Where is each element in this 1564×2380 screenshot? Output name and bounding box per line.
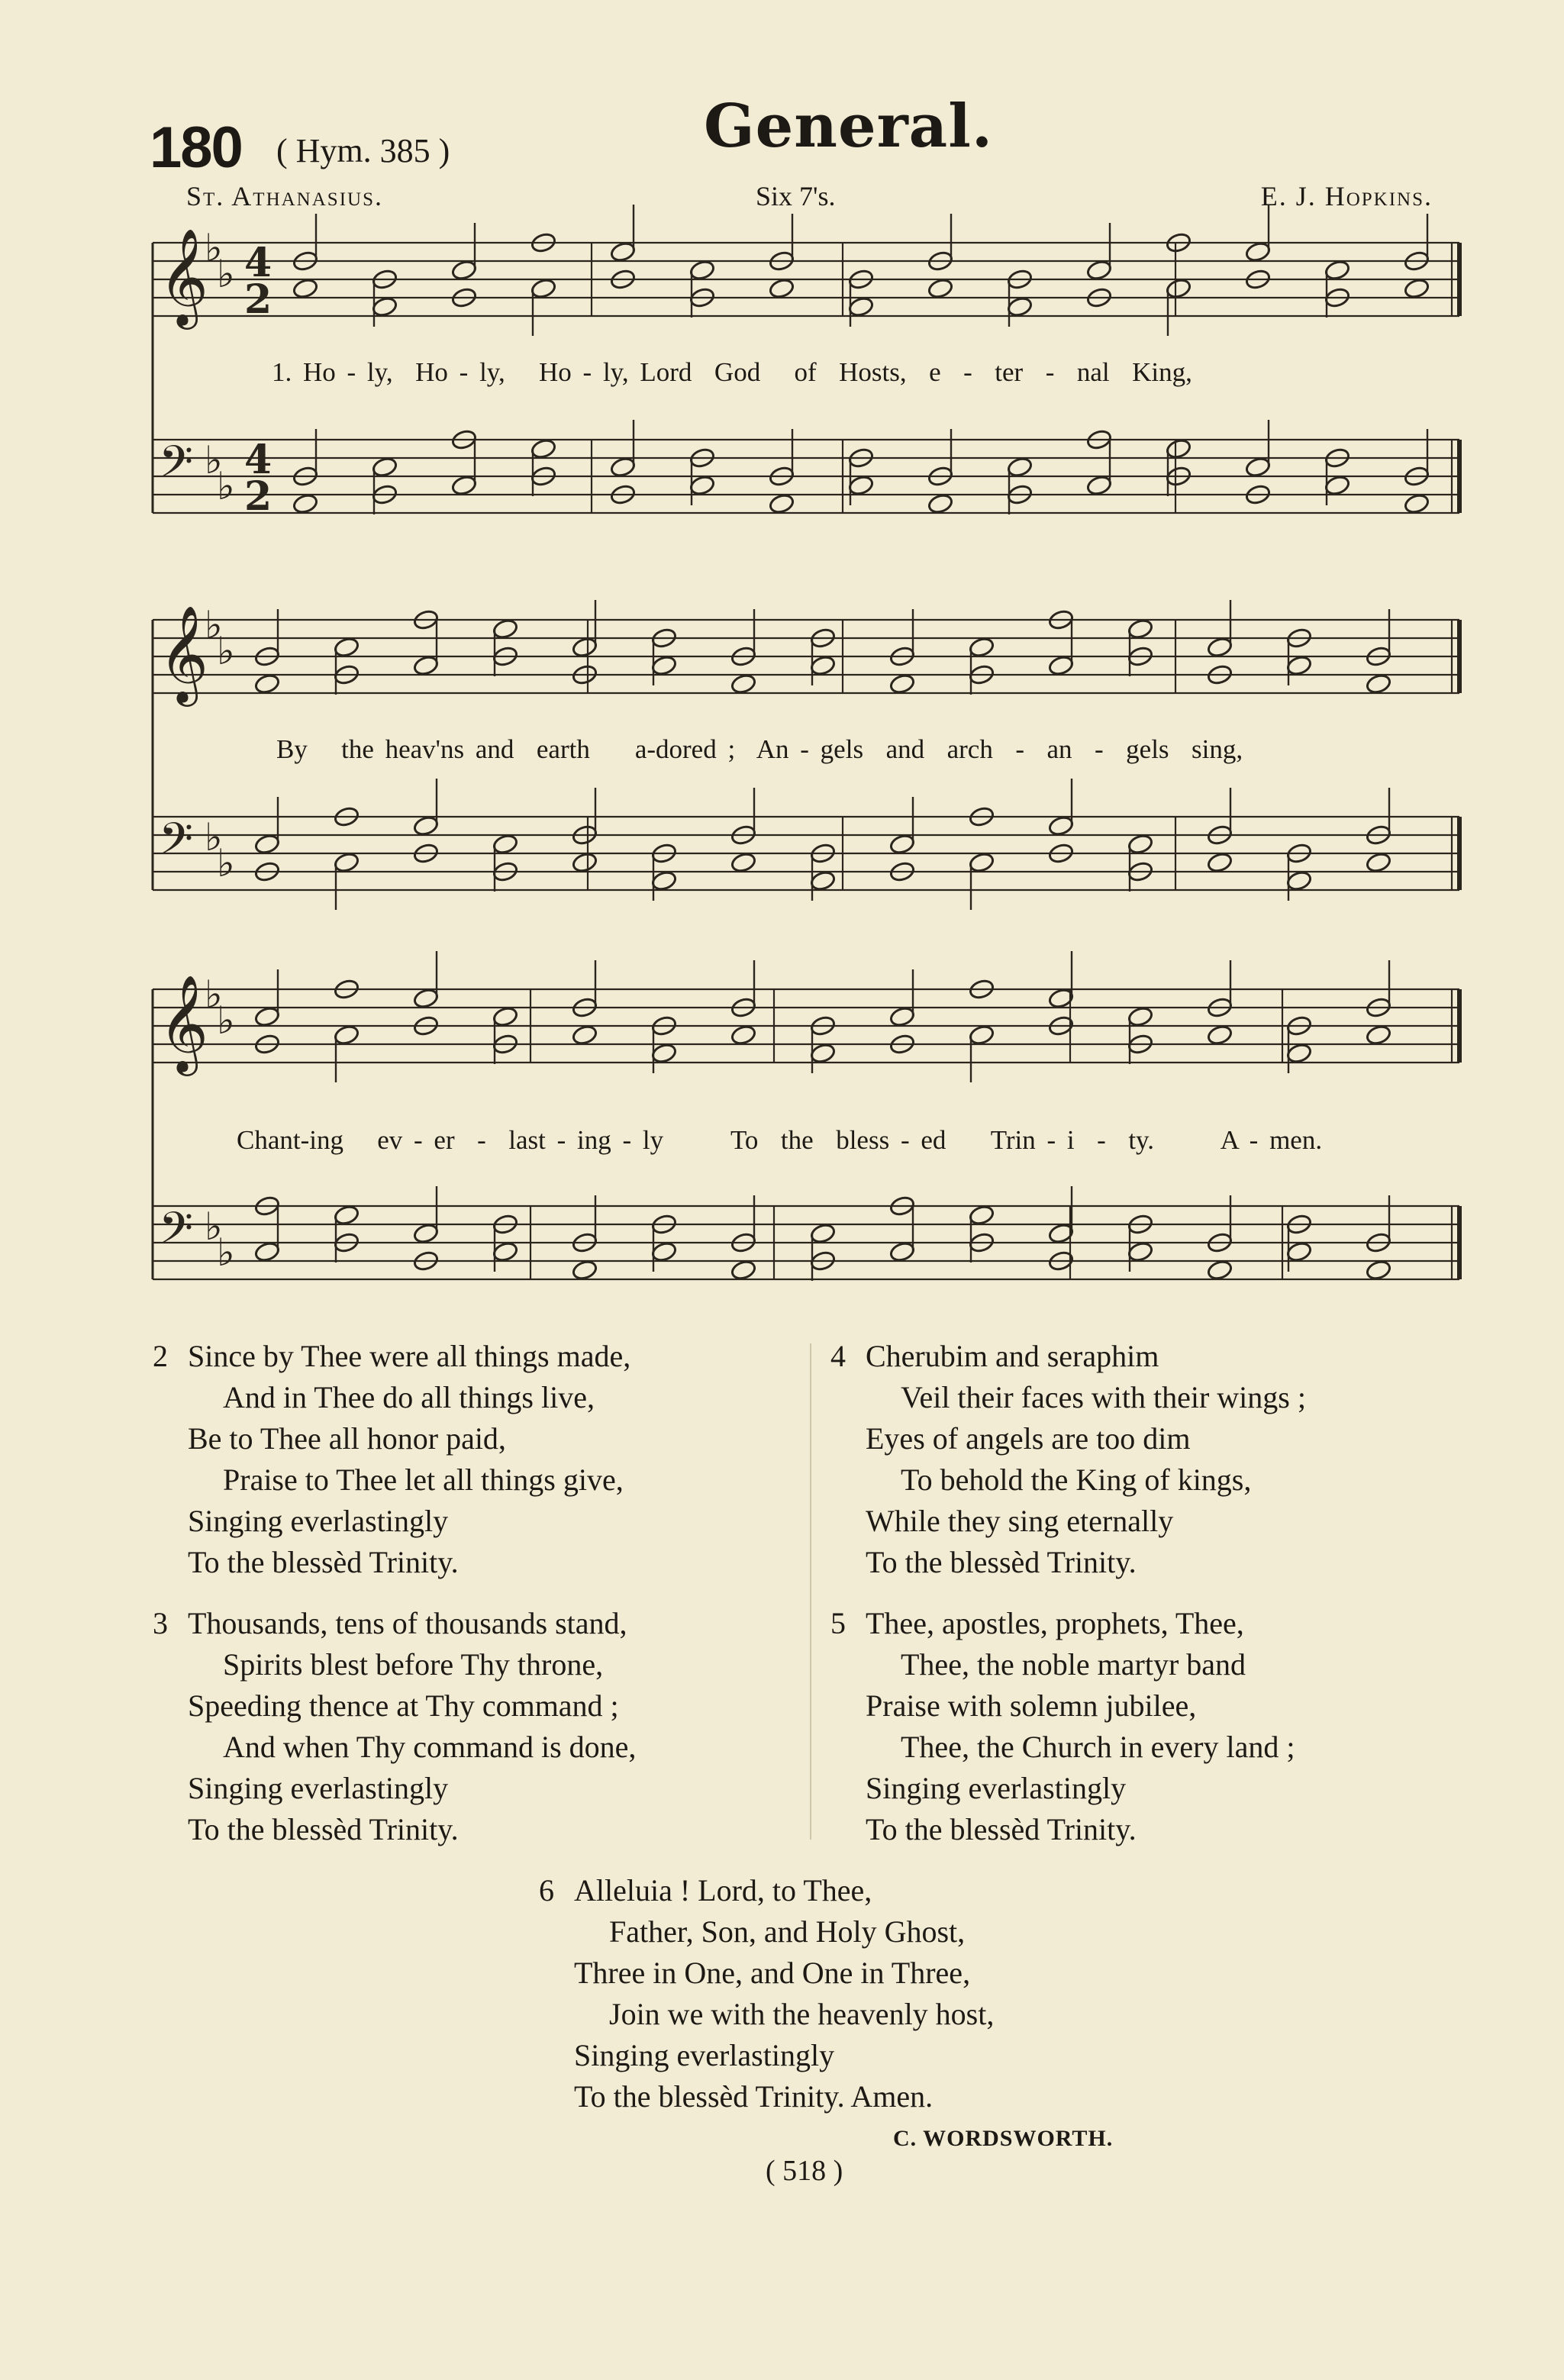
verse-line: Thousands, tens of thousands stand, — [188, 1606, 627, 1640]
verse-line: To the blessèd Trinity. — [188, 1545, 459, 1579]
note-head — [1206, 851, 1233, 873]
flat-icon: ♭ — [217, 998, 235, 1043]
note-head — [688, 259, 715, 281]
note-head — [847, 295, 874, 318]
verse-line: Alleluia ! Lord, to Thee, — [574, 1873, 872, 1908]
verse-line: Singing everlastingly — [188, 1771, 449, 1805]
note-head — [571, 1024, 598, 1046]
flat-icon: ♭ — [217, 1230, 235, 1275]
note-head — [650, 869, 677, 892]
note-head — [1127, 618, 1153, 640]
note-head — [1206, 636, 1233, 658]
composer: E. J. Hopkins. — [1260, 181, 1433, 211]
note-head — [1127, 833, 1153, 855]
note-head — [1285, 1240, 1312, 1263]
verse-line: And in Thee do all things live, — [223, 1380, 595, 1414]
verse-line: Thee, the noble martyr band — [901, 1647, 1246, 1682]
note-head — [968, 1024, 995, 1046]
note-head — [1206, 1259, 1233, 1281]
verse-line: To behold the King of kings, — [901, 1463, 1252, 1497]
note-head — [1324, 259, 1350, 281]
tune-name: St. Athanasius. — [186, 181, 383, 211]
note-head — [571, 1259, 598, 1281]
lyric-line-2: By the heav'ns and earth a-dored ; An - gels and arch - an - gels sing, — [276, 734, 1243, 764]
note-head — [571, 636, 598, 658]
note-head — [1244, 456, 1271, 478]
verse-line: Singing everlastingly — [574, 2038, 835, 2072]
note-head — [492, 1240, 518, 1263]
note-head — [730, 851, 756, 873]
hymn-number: 180 — [150, 115, 242, 180]
note-head — [333, 1204, 360, 1226]
verse-line: Singing everlastingly — [188, 1504, 449, 1538]
flat-icon: ♭ — [205, 438, 223, 482]
note-head — [492, 833, 518, 855]
note-head — [968, 851, 995, 873]
note-head — [1085, 474, 1112, 496]
verse-line: Father, Son, and Holy Ghost, — [609, 1914, 966, 1949]
note-head — [450, 259, 477, 281]
verse-line: Singing everlastingly — [866, 1771, 1127, 1805]
verse-line: To the blessèd Trinity. — [866, 1812, 1137, 1846]
time-signature-bottom: 2 — [244, 276, 272, 323]
lyric-line-3: Chant-ing ev - er - last - ing - ly To the bless - ed Trin - i - ty. A - men. — [237, 1125, 1323, 1155]
note-head — [253, 1240, 280, 1263]
note-head — [1365, 672, 1391, 695]
note-head — [968, 1204, 995, 1226]
note-head — [1047, 654, 1074, 676]
note-head — [847, 474, 874, 496]
note-head — [333, 1024, 360, 1046]
note-head — [768, 492, 795, 514]
note-head — [492, 1005, 518, 1027]
note-head — [1324, 474, 1350, 496]
flat-icon: ♭ — [205, 972, 223, 1017]
note-head — [1285, 869, 1312, 892]
verse-line: Thee, apostles, prophets, Thee, — [866, 1606, 1244, 1640]
note-head — [888, 1005, 915, 1027]
note-head — [968, 636, 995, 658]
flat-icon: ♭ — [205, 815, 223, 859]
time-signature-top: 4 — [244, 437, 272, 483]
flat-icon: ♭ — [205, 1205, 223, 1249]
note-head — [609, 240, 636, 263]
note-head — [1403, 492, 1430, 514]
note-head — [650, 654, 677, 676]
flat-icon: ♭ — [217, 464, 235, 508]
treble-clef-icon: 𝄞 — [159, 605, 209, 702]
note-head — [530, 437, 556, 460]
verse-line: Be to Thee all honor paid, — [188, 1421, 506, 1456]
note-head — [650, 1240, 677, 1263]
note-head — [1365, 1259, 1391, 1281]
note-head — [1047, 814, 1074, 837]
note-head — [1365, 1024, 1391, 1046]
note-head — [571, 851, 598, 873]
hymn-author: C. WORDSWORTH. — [893, 2126, 1114, 2151]
note-head — [292, 492, 318, 514]
note-head — [768, 277, 795, 299]
note-head — [412, 814, 439, 837]
verse-line: Praise with solemn jubilee, — [866, 1688, 1197, 1723]
verse-line: Speeding thence at Thy command ; — [188, 1688, 619, 1723]
note-head — [730, 672, 756, 695]
note-head — [809, 654, 836, 676]
note-head — [333, 851, 360, 873]
flat-icon: ♭ — [217, 841, 235, 885]
bass-clef-icon: 𝄢 — [159, 813, 194, 876]
note-head — [1127, 1005, 1153, 1027]
note-head — [888, 1240, 915, 1263]
note-head — [1244, 240, 1271, 263]
note-head — [1403, 277, 1430, 299]
verse-line: Join we with the heavenly host, — [609, 1997, 995, 2031]
flat-icon: ♭ — [217, 252, 235, 296]
verse-number: 2 — [153, 1339, 168, 1373]
note-head — [650, 1042, 677, 1064]
verse-line: Three in One, and One in Three, — [574, 1956, 971, 1990]
note-head — [809, 1042, 836, 1064]
verse-line: Eyes of angels are too dim — [866, 1421, 1191, 1456]
note-head — [333, 636, 360, 658]
flat-icon: ♭ — [205, 603, 223, 647]
treble-clef-icon: 𝄞 — [159, 227, 209, 325]
time-signature-top: 4 — [244, 240, 272, 286]
bass-clef-icon: 𝄢 — [159, 1202, 194, 1265]
note-head — [1127, 1240, 1153, 1263]
note-head — [253, 833, 280, 855]
verse-line: And when Thy command is done, — [223, 1730, 637, 1764]
note-head — [888, 833, 915, 855]
verse-line: While they sing eternally — [866, 1504, 1174, 1538]
note-head — [1285, 654, 1312, 676]
note-head — [688, 474, 715, 496]
note-head — [1165, 437, 1192, 460]
note-head — [292, 277, 318, 299]
note-head — [412, 1222, 439, 1244]
note-head — [809, 1222, 836, 1244]
note-head — [1006, 456, 1033, 478]
verse-line: Veil their faces with their wings ; — [901, 1380, 1306, 1414]
verse-number: 5 — [830, 1606, 846, 1640]
verse-line: To the blessèd Trinity. — [866, 1545, 1137, 1579]
note-head — [609, 456, 636, 478]
verse-line: Thee, the Church in every land ; — [901, 1730, 1295, 1764]
verse-number: 4 — [830, 1339, 846, 1373]
verse-column-divider — [810, 1343, 811, 1840]
verse-line: To the blessèd Trinity. Amen. — [574, 2079, 934, 2114]
note-head — [371, 456, 398, 478]
verse-line: Cherubim and seraphim — [866, 1339, 1159, 1373]
verse-line: Since by Thee were all things made, — [188, 1339, 631, 1373]
hymnal-reference: ( Hym. 385 ) — [276, 132, 450, 169]
verse-line: Spirits blest before Thy throne, — [223, 1647, 604, 1682]
note-head — [1365, 851, 1391, 873]
time-signature-bottom: 2 — [244, 473, 272, 520]
note-head — [1206, 1024, 1233, 1046]
verse-5 — [830, 1603, 1295, 1850]
verse-line: Praise to Thee let all things give, — [223, 1463, 624, 1497]
note-head — [1285, 1042, 1312, 1064]
verse-number: 3 — [153, 1606, 168, 1640]
note-head — [809, 869, 836, 892]
lyric-line-1: 1. Ho - ly, Ho - ly, Ho - ly, Lord God of Hosts, e - ter - nal King, — [272, 357, 1192, 387]
meter: Six 7's. — [756, 181, 836, 211]
note-head — [412, 987, 439, 1009]
note-head — [530, 277, 556, 299]
note-head — [730, 1259, 756, 1281]
verse-number: 6 — [539, 1873, 554, 1908]
note-head — [927, 277, 953, 299]
note-head — [888, 672, 915, 695]
verse-line: To the blessèd Trinity. — [188, 1812, 459, 1846]
bass-clef-icon: 𝄢 — [159, 436, 194, 498]
page-number: ( 518 ) — [766, 2155, 843, 2187]
note-head — [371, 295, 398, 318]
verse-4 — [830, 1336, 1306, 1583]
note-head — [1165, 277, 1192, 299]
note-head — [253, 672, 280, 695]
section-title: General. — [704, 92, 993, 161]
note-head — [492, 618, 518, 640]
note-head — [927, 492, 953, 514]
verse-2 — [153, 1336, 631, 1583]
verse-6 — [539, 1870, 995, 2117]
flat-icon: ♭ — [205, 226, 223, 270]
treble-clef-icon: 𝄞 — [159, 974, 209, 1072]
note-head — [1006, 295, 1033, 318]
flat-icon: ♭ — [217, 629, 235, 673]
verse-3 — [153, 1603, 637, 1850]
note-head — [412, 654, 439, 676]
note-head — [1085, 259, 1112, 281]
note-head — [450, 474, 477, 496]
note-head — [253, 1005, 280, 1027]
note-head — [730, 1024, 756, 1046]
